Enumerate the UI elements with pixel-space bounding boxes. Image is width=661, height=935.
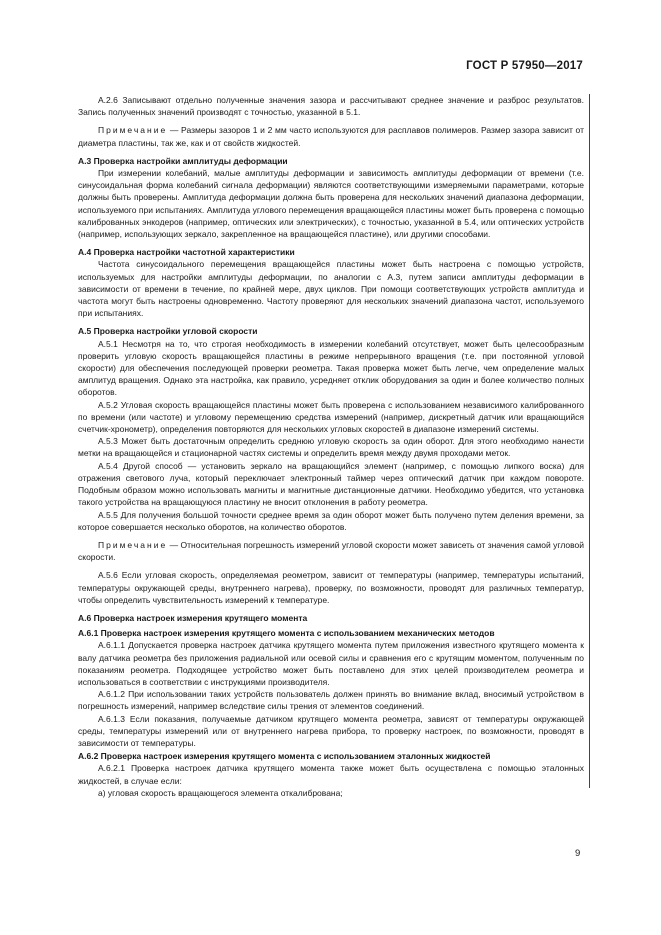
paragraph-a613: А.6.1.3 Если показания, получаемые датчиком крутящего момента реометра, зависят от температуры окружающей среды, температуры измерений или от внутреннего нагрева прибора, то проверку настроек, по возможности, проводят в зависимости от температуры. (78, 713, 584, 748)
document-id-header: ГОСТ Р 57950—2017 (466, 60, 583, 72)
paragraph-a54: А.5.4 Другой способ — установить зеркало на вращающийся элемент (например, с помощью липкого воска) для отражения светового луча, который переключает электронный таймер через оптический датчик при каждом повороте. Подобным образом можно использовать магниты и магнитные дистанционные датчики. Необходимо убедится, что установка такого устройства на вращающуюся пластину не вносит отклонения в работу реометра. (78, 460, 584, 508)
paragraph-a621: А.6.2.1 Проверка настроек датчика крутящего момента также может быть осуществлена с помощью эталонных жидкостей, в случае если: (78, 763, 584, 786)
revision-bar (589, 94, 590, 788)
note-paragraph (78, 539, 584, 563)
list-item-a: а) угловая скорость вращающегося элемента откалибрована; (98, 787, 343, 798)
section-heading-a5: А.5 Проверка настройки угловой скорости (78, 326, 258, 337)
paragraph-a51: А.5.1 Несмотря на то, что строгая необходимость в измерении колебаний отсутствует, может быть целесообразным проверить угловую скорость вращающейся пластины в режиме непрерывного вращения (т.е. при постоянной угловой скорости) для обеспечения последующей проверки реометра. Такая проверка может быть легче, чем определение малых амплитуд вращения. Однако эта настройка, как правило, усредняет отклик оборудования за один и более количество полных оборотов. (78, 338, 584, 398)
note-paragraph (78, 124, 584, 148)
paragraph-a55: А.5.5 Для получения большой точности среднее время за один оборот может быть получено путем деления времени, за которое совершается несколько оборотов, на количество оборотов. (78, 509, 584, 532)
section-heading-a3: А.3 Проверка настройки амплитуды деформации (78, 155, 288, 166)
paragraph-a612: А.6.1.2 При использовании таких устройств пользователь должен принять во внимание вклад, вносимый устройством в погрешность измерений, например вследствие силы трения от элементов соединений. (78, 689, 584, 712)
subsection-heading-a62: А.6.2 Проверка настроек измерения крутящего момента с использованием эталонных жидкостей (78, 751, 491, 762)
paragraph-a56: А.5.6 Если угловая скорость, определяемая реометром, зависит от температуры (например, температуры испытаний, температуры окружающей среды, внутреннего нагрева), проверку, по возможности, проводят для различных температур, чтобы определить чувствительность измерений к температуре. (78, 570, 584, 605)
paragraph-a611: А.6.1.1 Допускается проверка настроек датчика крутящего момента путем приложения известного крутящего момента к валу датчика реометра без приложения радиальной или осевой силы и сравнения его с крутящим моментом, полученным по показаниям реометра. Подходящее устройство может быть поставлено для этих целей производителем реометра и использоваться в соответствии с инструкциями производителя. (78, 640, 584, 687)
paragraph-a53: А.5.3 Может быть достаточным определить среднюю угловую скорость за один оборот. Для этого необходимо нанести метки на вращающейся и стационарной частях системы и определить время между двумя проходами меток. (78, 436, 584, 459)
note-label: Примечание (98, 539, 168, 550)
paragraph-a4: Частота синусоидального перемещения вращающейся пластины может быть настроена с помощью устройств, используемых для настройки амплитуды деформации, по аналогии с А.3, путем записи амплитуды деформации в зависимости от времени в течение, по крайней мере, двух циклов. При помощи соответствующих устройств амплитуда и частота могут быть настроены одновременно. Частоту проверяют для нескольких значений диапазона частот, используемого при испытаниях. (78, 259, 584, 319)
note-text: — Размеры зазоров 1 и 2 мм часто используются для расплавов полимеров. Размер зазора зависит от диаметра пластины, так же, как и от свойств жидкостей. (78, 125, 584, 148)
paragraph-a26: А.2.6 Записывают отдельно полученные значения зазора и рассчитывают среднее значение и разброс результатов. Запись полученных значений производят с точностью, указанной в 5.1. (78, 95, 584, 118)
section-heading-a6: А.6 Проверка настроек измерения крутящего момента (78, 612, 308, 623)
section-heading-a4: А.4 Проверка настройки частотной характеристики (78, 247, 295, 258)
note-text: — Относительная погрешность измерений угловой скорости может зависеть от значения самой угловой скорости. (78, 539, 584, 563)
page-body (78, 94, 584, 799)
paragraph-a52: А.5.2 Угловая скорость вращающейся пластины может быть проверена с использованием независимого калиброванного по времени (или частоте) и угловому перемещению средства измерений (например, дискретный датчик или вращающийся счетчик-хронометр), определения повторяются для нескольких угловых скоростей в диапазоне измерений системы. (78, 399, 584, 435)
subsection-heading-a61: А.6.1 Проверка настроек измерения крутящего момента с использованием механических методов (78, 628, 495, 639)
page-number: 9 (575, 848, 581, 859)
note-label: Примечание (98, 125, 168, 136)
paragraph-a3: При измерении колебаний, малые амплитуды деформации и зависимость амплитуды деформации от времени (т.е. синусоидальная форма колебаний сигнала деформации) являются соответствующими измеряемыми параметрами, которые должны быть проверены. Амплитуда деформации должна быть проверена для нескольких значений диапазона деформации, используемого при испытаниях. Амплитуда углового перемещения вращающейся пластины может быть проверена с помощью калиброванных энкодеров (например, оптических или электрических), с точностью, указанной в 5.4, или оптических устройств (например, использующих зеркало, закрепленное на вращающейся пластине), или другими способами. (78, 168, 584, 240)
